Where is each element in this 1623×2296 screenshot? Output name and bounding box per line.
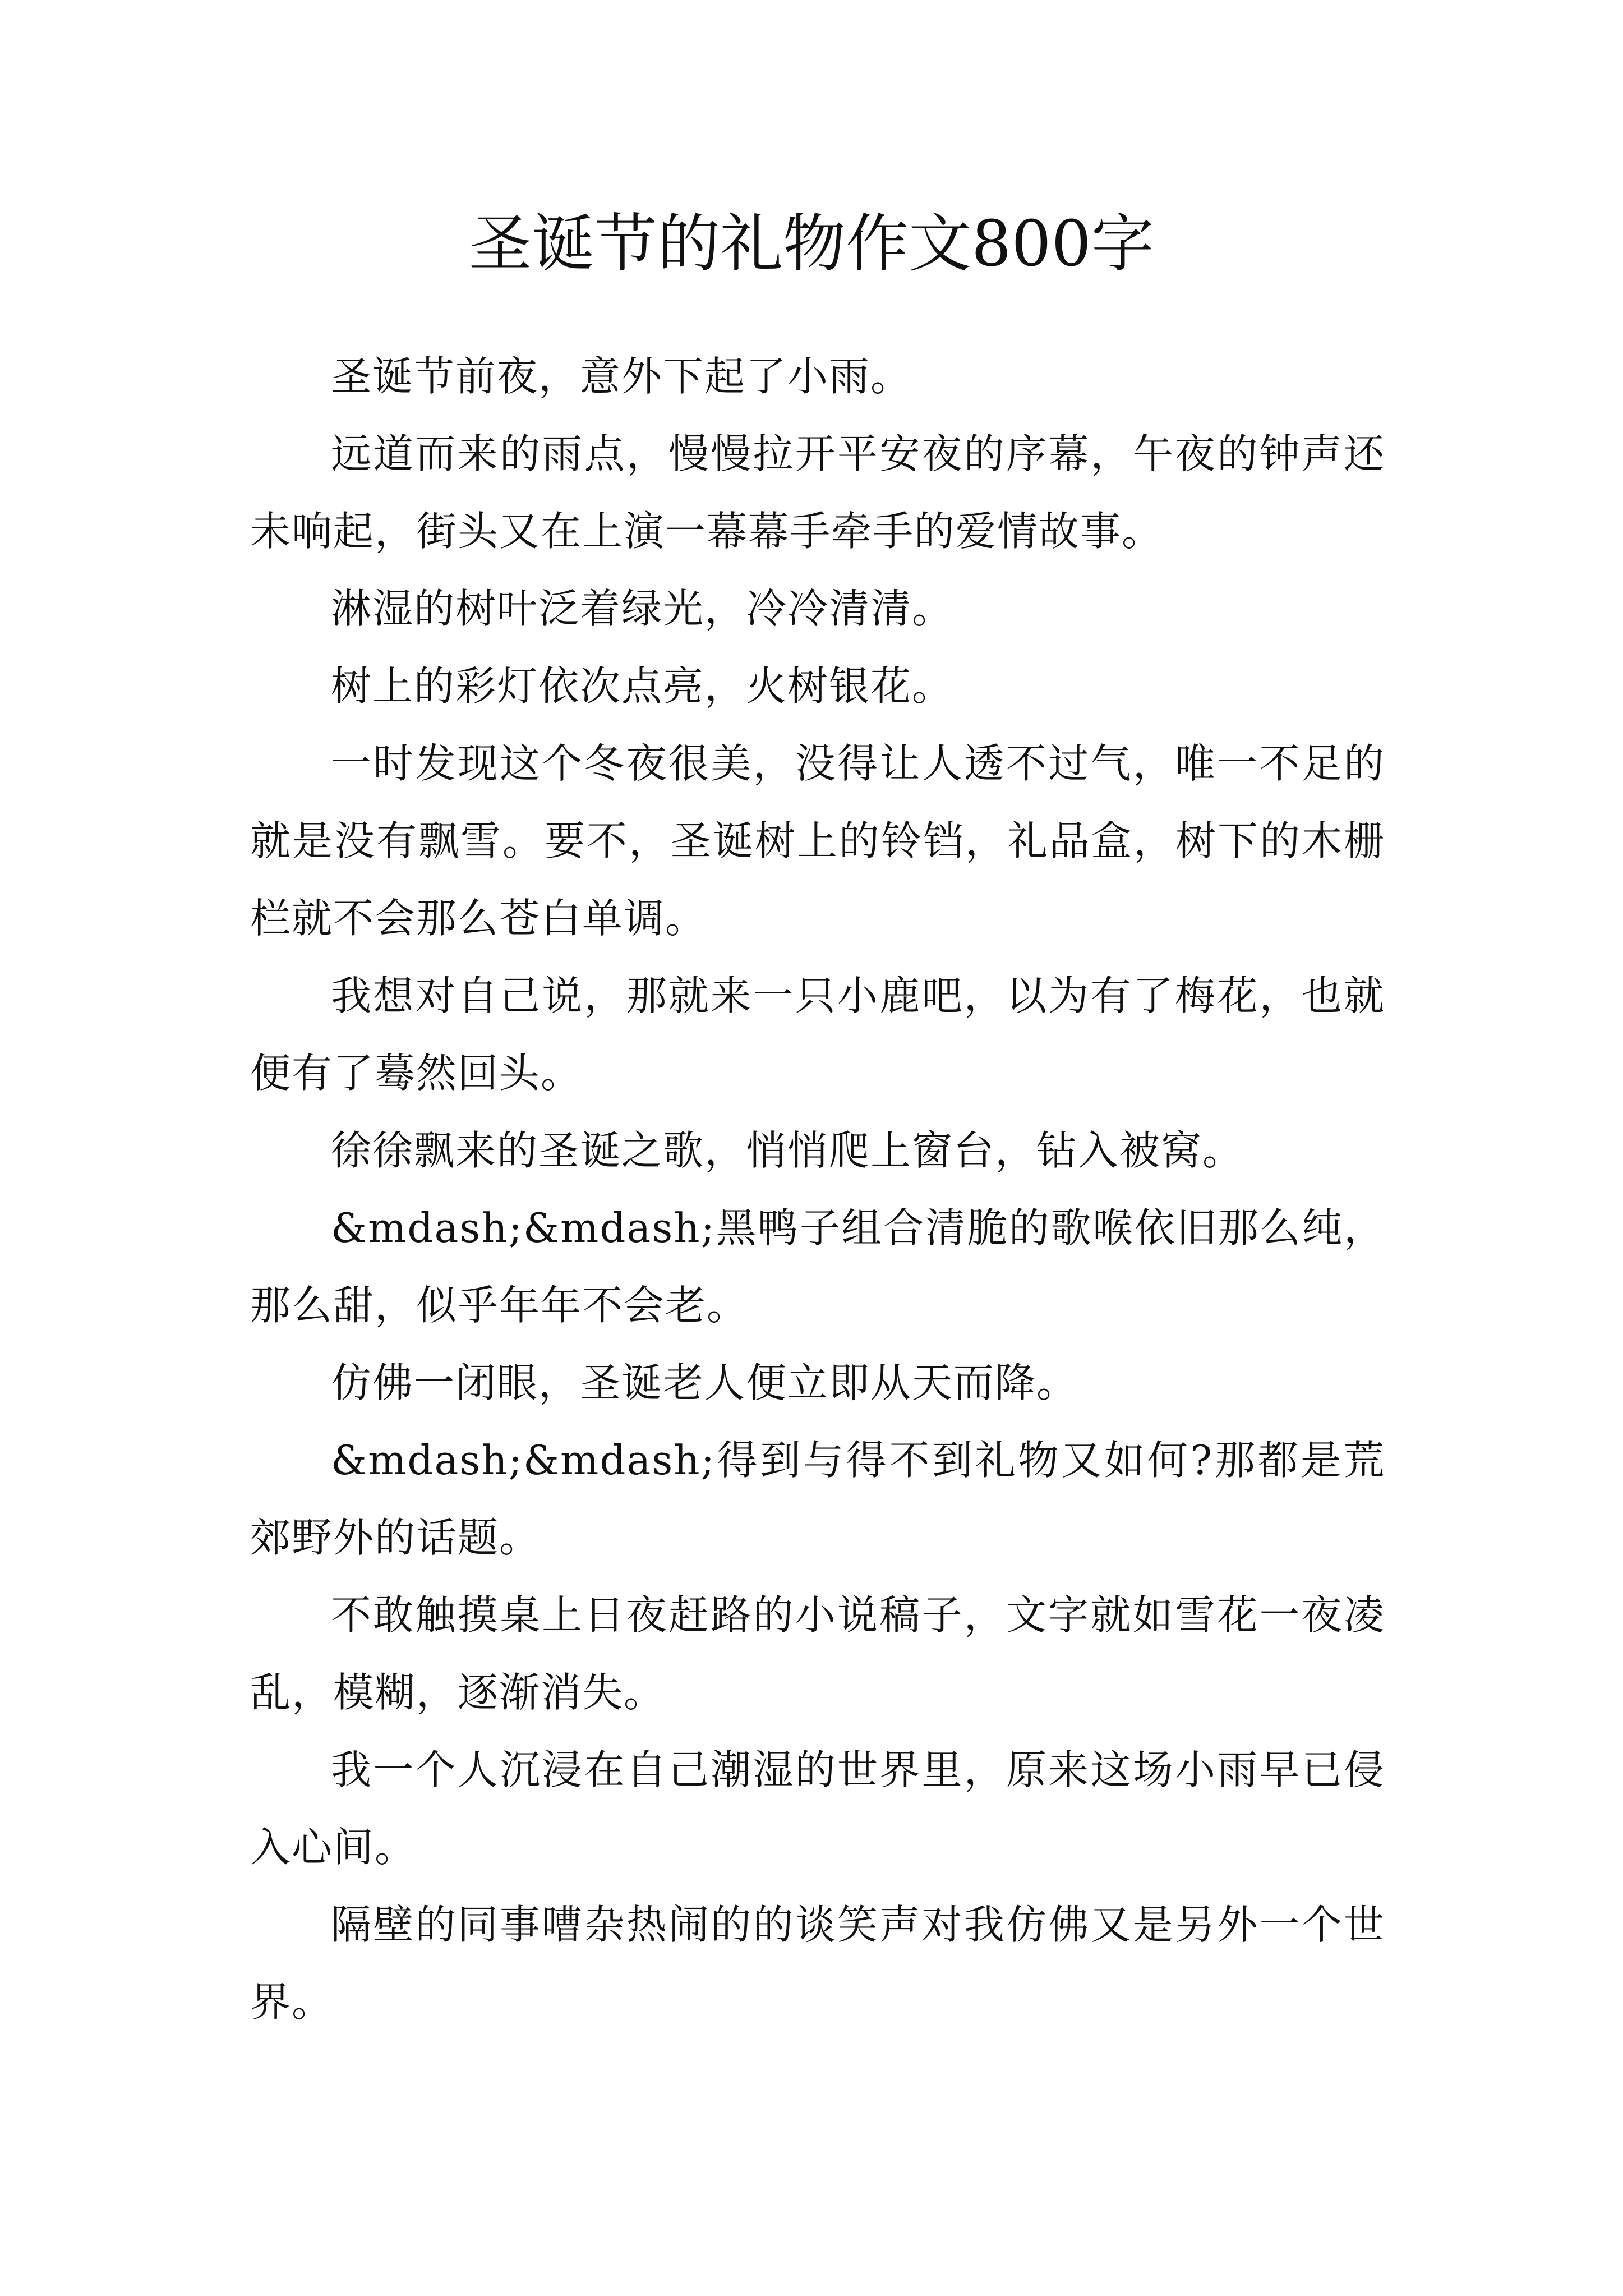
paragraph: 一时发现这个冬夜很美，没得让人透不过气，唯一不足的就是没有飘雪。要不，圣诞树上的铃铛，礼品盒，树下的木栅栏就不会那么苍白单调。 [250,740,1385,942]
paragraph: 树上的彩灯依次点亮，火树银花。 [331,662,954,710]
paragraph: 远道而来的雨点，慢慢拉开平安夜的序幕，午夜的钟声还未响起，街头又在上演一幕幕手牵手的爱情故事。 [250,430,1385,555]
paragraph: 徐徐飘来的圣诞之歌，悄悄爬上窗台，钻入被窝。 [331,1127,1244,1174]
paragraph: &mdash;&mdash;得到与得不到礼物又如何?那都是荒郊野外的话题。 [250,1437,1385,1561]
paragraph: &mdash;&mdash;黑鸭子组合清脆的歌喉依旧那么纯，那么甜，似乎年年不会老。 [250,1204,1385,1329]
document-body [250,338,1385,2041]
paragraph: 我一个人沉浸在自己潮湿的世界里，原来这场小雨早已侵入心间。 [250,1746,1385,1871]
paragraph: 仿佛一闭眼，圣诞老人便立即从天而降。 [331,1359,1078,1406]
paragraph: 我想对自己说，那就来一只小鹿吧，以为有了梅花，也就便有了蓦然回头。 [250,972,1385,1097]
document-title: 圣诞节的礼物作文800字 [469,208,1154,280]
paragraph: 圣诞节前夜，意外下起了小雨。 [331,353,912,400]
paragraph: 不敢触摸桌上日夜赶路的小说稿子，文字就如雪花一夜凌乱，模糊，逐渐消失。 [250,1591,1385,1716]
paragraph: 隔壁的同事嘈杂热闹的的谈笑声对我仿佛又是另外一个世界。 [250,1901,1385,2026]
paragraph: 淋湿的树叶泛着绿光，冷冷清清。 [331,585,954,632]
